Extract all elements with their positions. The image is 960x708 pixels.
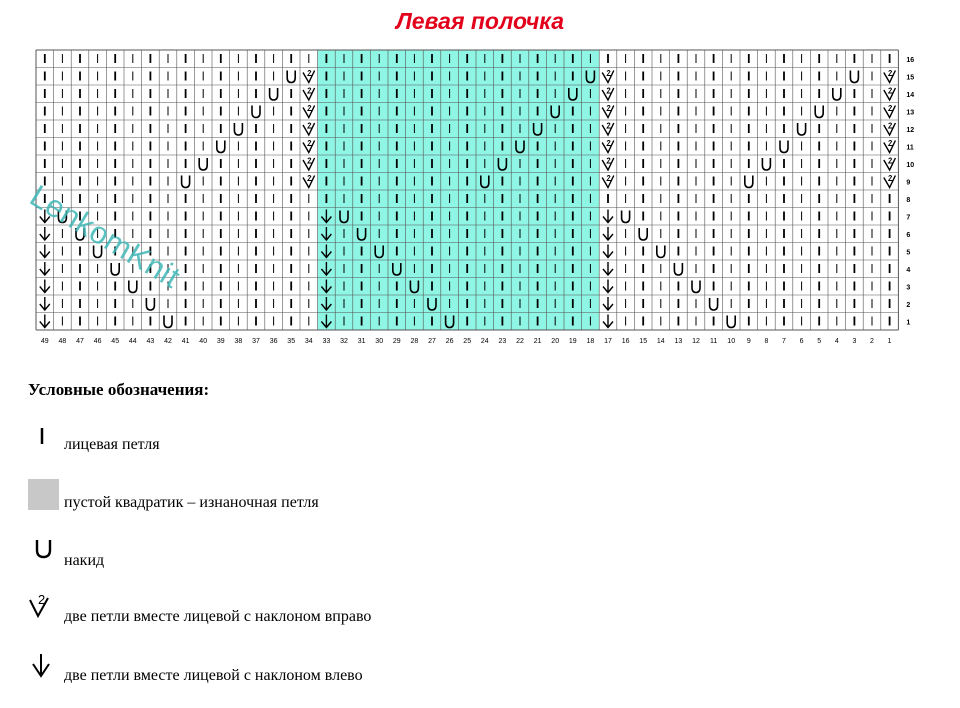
k2tog-right-mark	[884, 71, 896, 83]
k2tog-left-icon	[28, 652, 62, 686]
k2tog-right-mark	[884, 176, 896, 188]
column-number: 48	[58, 338, 67, 345]
k2tog-right-mark	[303, 106, 315, 118]
yarn-over-mark	[182, 176, 190, 188]
legend-title: Условные обозначения:	[28, 380, 210, 399]
k2tog-right-digit	[889, 88, 893, 93]
row-number: 1	[906, 319, 911, 327]
k2tog-right-digit	[607, 141, 611, 146]
yarn-over-mark	[199, 158, 207, 170]
column-number: 16	[621, 338, 630, 345]
row-number: 15	[906, 74, 915, 82]
column-number: 23	[498, 338, 507, 345]
column-number: 35	[287, 338, 296, 345]
row-number: 2	[906, 301, 911, 309]
yarn-over-icon	[28, 536, 62, 570]
column-number: 29	[392, 338, 401, 345]
column-number: 3	[852, 338, 857, 345]
row-number: 16	[906, 56, 915, 64]
column-number: 20	[551, 338, 560, 345]
yarn-over-mark	[639, 228, 647, 240]
column-number: 10	[727, 338, 736, 345]
yarn-over-mark	[674, 263, 682, 275]
k2tog-right-mark	[602, 158, 614, 170]
k2tog-right-digit	[308, 106, 312, 111]
column-number: 8	[764, 338, 769, 345]
row-number: 4	[906, 266, 911, 274]
column-number: 19	[568, 338, 577, 345]
k2tog-right-mark	[884, 106, 896, 118]
k2tog-right-mark	[602, 176, 614, 188]
k2tog-right-mark	[602, 123, 614, 135]
yarn-over-mark	[270, 88, 278, 100]
k2tog-right-digit	[308, 88, 312, 93]
row-number: 8	[906, 196, 911, 204]
yarn-over-mark	[850, 71, 858, 83]
row-number: 12	[906, 126, 915, 134]
column-number: 11	[709, 338, 718, 345]
k2tog-right-mark	[884, 158, 896, 170]
column-number: 31	[357, 338, 366, 345]
yarn-over-mark	[217, 141, 225, 153]
k2tog-right-mark	[303, 158, 315, 170]
yarn-over-mark	[710, 298, 718, 310]
purl-square-icon	[28, 478, 62, 512]
k2tog-right-icon	[28, 592, 62, 626]
k2tog-right-digit	[889, 176, 893, 181]
yarn-over-mark	[815, 106, 823, 118]
k2tog-right-mark	[884, 123, 896, 135]
k2tog-right-digit	[607, 106, 611, 111]
k2tog-right-digit	[889, 158, 893, 163]
watermark-text: LenkomKnit	[23, 178, 187, 295]
k2tog-right-digit	[607, 88, 611, 93]
yarn-over-mark	[798, 123, 806, 135]
legend-label-k2tog-left: две петли вместе лицевой с наклоном влево	[64, 667, 363, 684]
yarn-over-mark	[727, 316, 735, 328]
row-number: 14	[906, 91, 915, 99]
k2tog-right-mark	[303, 176, 315, 188]
column-number: 18	[586, 338, 595, 345]
column-number: 17	[604, 338, 612, 345]
k2tog-right-glyph: 2	[38, 592, 46, 607]
k2tog-right-digit	[607, 158, 611, 163]
yarn-over-mark	[164, 316, 172, 328]
column-number: 42	[164, 338, 172, 345]
row-number: 10	[906, 161, 915, 169]
column-number: 21	[533, 338, 542, 345]
k2tog-right-digit	[607, 176, 611, 181]
column-number: 32	[340, 338, 348, 345]
yarn-over-mark	[692, 281, 700, 293]
column-number: 2	[870, 338, 874, 345]
yarn-over-mark	[762, 158, 770, 170]
k2tog-right-digit	[308, 158, 312, 163]
column-number: 43	[146, 338, 155, 345]
k2tog-right-digit	[308, 141, 312, 146]
column-number: 38	[234, 338, 243, 345]
column-number: 37	[252, 338, 260, 345]
k2tog-right-digit	[607, 71, 611, 76]
column-number: 47	[76, 338, 84, 345]
row-number: 3	[906, 284, 911, 292]
k2tog-right-mark	[602, 88, 614, 100]
column-number: 34	[304, 338, 313, 345]
k2tog-right-mark	[303, 141, 315, 153]
column-number: 27	[428, 338, 436, 345]
k2tog-right-mark	[602, 141, 614, 153]
column-number: 22	[516, 338, 524, 345]
k2tog-right-digit	[889, 106, 893, 111]
row-number: 6	[906, 231, 911, 239]
column-number: 5	[817, 338, 822, 345]
column-number: 49	[40, 338, 49, 345]
k2tog-right-mark	[884, 88, 896, 100]
column-number: 13	[674, 338, 683, 345]
k2tog-right-digit	[889, 71, 893, 76]
yarn-over-mark	[146, 298, 154, 310]
legend-label-purl: пустой квадратик – изнаночная петля	[64, 494, 319, 511]
yarn-over-mark	[129, 281, 137, 293]
k2tog-right-mark	[602, 106, 614, 118]
row-number: 9	[906, 179, 911, 187]
column-number: 40	[199, 338, 208, 345]
k2tog-right-mark	[884, 141, 896, 153]
column-number: 41	[181, 338, 190, 345]
column-number: 28	[410, 338, 419, 345]
column-number: 33	[322, 338, 331, 345]
column-number: 7	[782, 338, 786, 345]
row-number: 13	[906, 109, 915, 117]
column-number: 6	[799, 338, 804, 345]
yarn-over-mark	[622, 211, 630, 223]
column-number: 44	[128, 338, 137, 345]
yarn-over-mark	[234, 123, 242, 135]
k2tog-right-digit	[889, 123, 893, 128]
k2tog-right-mark	[303, 123, 315, 135]
k2tog-right-digit	[889, 141, 893, 146]
column-number: 24	[480, 338, 489, 345]
k2tog-right-digit	[607, 123, 611, 128]
chart-title: Левая полочка	[395, 8, 565, 34]
legend-label-yarn-over: накид	[64, 552, 105, 569]
column-number: 4	[834, 338, 839, 345]
yarn-over-mark	[833, 88, 841, 100]
yarn-over-mark	[780, 141, 788, 153]
yarn-over-mark	[252, 106, 260, 118]
legend-label-knit: лицевая петля	[64, 436, 160, 453]
column-number: 26	[445, 338, 454, 345]
k2tog-right-digit	[308, 123, 312, 128]
column-number: 1	[887, 338, 892, 345]
yarn-over-mark	[745, 176, 753, 188]
column-number: 30	[375, 338, 384, 345]
row-number: 11	[906, 144, 914, 152]
k2tog-right-mark	[602, 71, 614, 83]
yarn-over-mark	[657, 246, 665, 258]
column-number: 15	[639, 338, 648, 345]
k2tog-right-mark	[303, 71, 315, 83]
row-number: 7	[906, 214, 911, 222]
column-number: 14	[656, 338, 665, 345]
column-number: 45	[111, 338, 120, 345]
column-number: 25	[463, 338, 472, 345]
column-number: 39	[216, 338, 225, 345]
column-number: 36	[269, 338, 278, 345]
column-number: 9	[746, 338, 751, 345]
column-number: 12	[692, 338, 700, 345]
legend-label-k2tog-right: две петли вместе лицевой с наклоном вправо	[64, 608, 372, 625]
column-number: 46	[93, 338, 102, 345]
knit-stitch-icon	[28, 424, 62, 458]
k2tog-right-digit	[308, 71, 312, 76]
row-number: 5	[906, 249, 911, 257]
k2tog-right-mark	[303, 88, 315, 100]
k2tog-right-digit	[308, 176, 312, 181]
yarn-over-mark	[287, 71, 295, 83]
